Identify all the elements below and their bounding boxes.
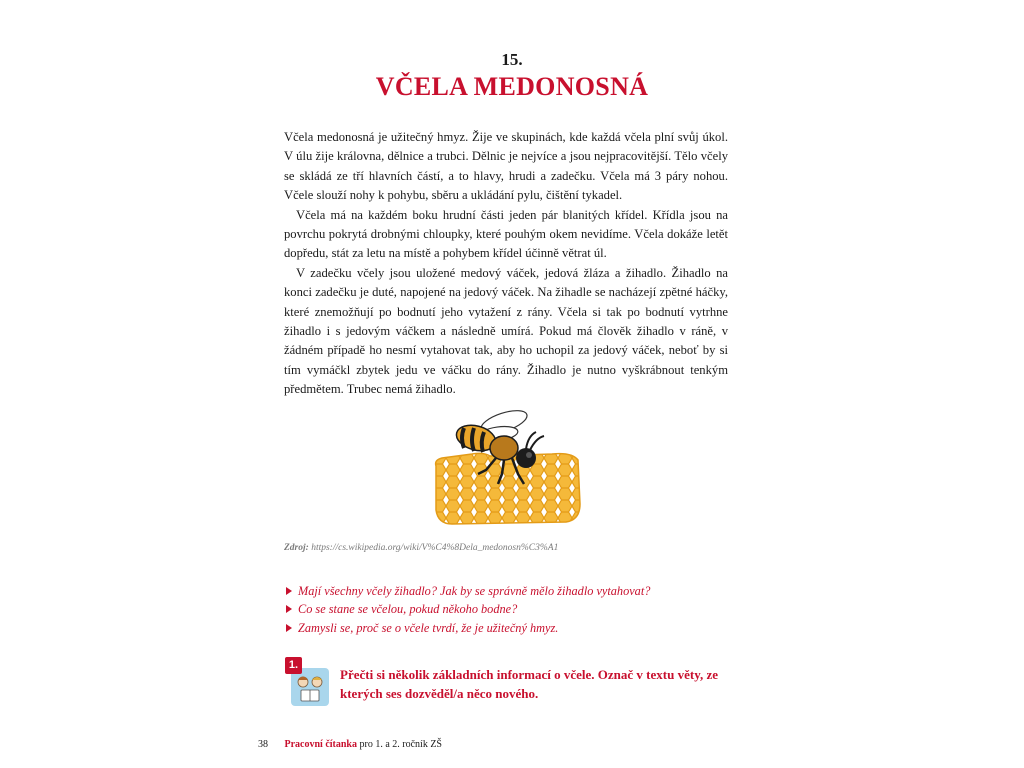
triangle-bullet-icon: [286, 587, 292, 595]
task-instruction: Přečti si několik základních informací o včele. Označ v textu věty, ze kterých ses dozvěděl/a něco nového.: [340, 667, 719, 701]
chapter-number: 15.: [501, 50, 523, 69]
list-item: Co se stane se včelou, pokud někoho bodne?: [286, 600, 726, 618]
paragraph: Včela má na každém boku hrudní části jeden pár blanitých křídel. Křídla jsou na povrchu pokrytá drobnými chloupky, které pouhým okem nevidíme. Včela dokáže letět dopředu, stát za letu na místě a pohybem křídel účinně větrat úl.: [284, 207, 728, 261]
source-citation: [284, 543, 724, 553]
list-item: Zamysli se, proč se o včele tvrdí, že je užitečný hmyz.: [286, 619, 726, 637]
paragraph: Včela medonosná je užitečný hmyz. Žije ve skupinách, kde každá včela plní svůj úkol. V úlu žije královna, dělnice a trubci. Dělnic je nejvíce a jsou nejpracovitější. Tělo včely se skládá ze tří hlavních částí, a to hlavy, hrudi a zadečku. Včela má 3 páry nohou. Včele slouží nohy k pohybu, sběru a ukládání pylu, čištění tykadel.: [284, 130, 728, 203]
book-title: Pracovní čítanka: [284, 739, 357, 750]
triangle-bullet-icon: [286, 605, 292, 613]
page-number: 38: [258, 739, 268, 750]
question-list: [286, 582, 726, 637]
triangle-bullet-icon: [286, 624, 292, 632]
paragraph: V zadečku včely jsou uložené medový váček, jedová žláza a žihadlo. Žihadlo na konci zadečku je duté, napojené na jedový váček. Na žihadle se nacházejí zpětné háčky, které znemožňují po bodnutí jeho vytažení z rány. Včela si tak po bodnutí vytrhne žihadlo i s jedovým váčkem a následně umírá. Pokud má člověk žihadlo v ráně, v žádném případě ho nesmí vytahovat tak, aby ho uchopil za jedový váček, neboť by si tím vymáčkl zbytek jedu ve váčku do rány. Žihadlo je nutno vyškrábnout tenkým předmětem. Trubec nemá žihadlo.: [284, 265, 728, 397]
page-title: VČELA MEDONOSNÁ: [375, 72, 649, 101]
article-body: [284, 128, 728, 400]
page-footer: [258, 739, 442, 750]
book-subtitle: pro 1. a 2. ročník ZŠ: [359, 739, 442, 750]
source-label: Zdroj:: [284, 543, 309, 553]
task-number-badge: 1.: [285, 657, 302, 674]
list-item: Mají všechny včely žihadlo? Jak by se správně mělo žihadlo vytahovat?: [286, 582, 726, 600]
bee-on-honeycomb-icon: [432, 404, 584, 534]
source-link[interactable]: https://cs.wikipedia.org/wiki/V%C4%8Dela_medonosn%C3%A1: [311, 543, 559, 553]
